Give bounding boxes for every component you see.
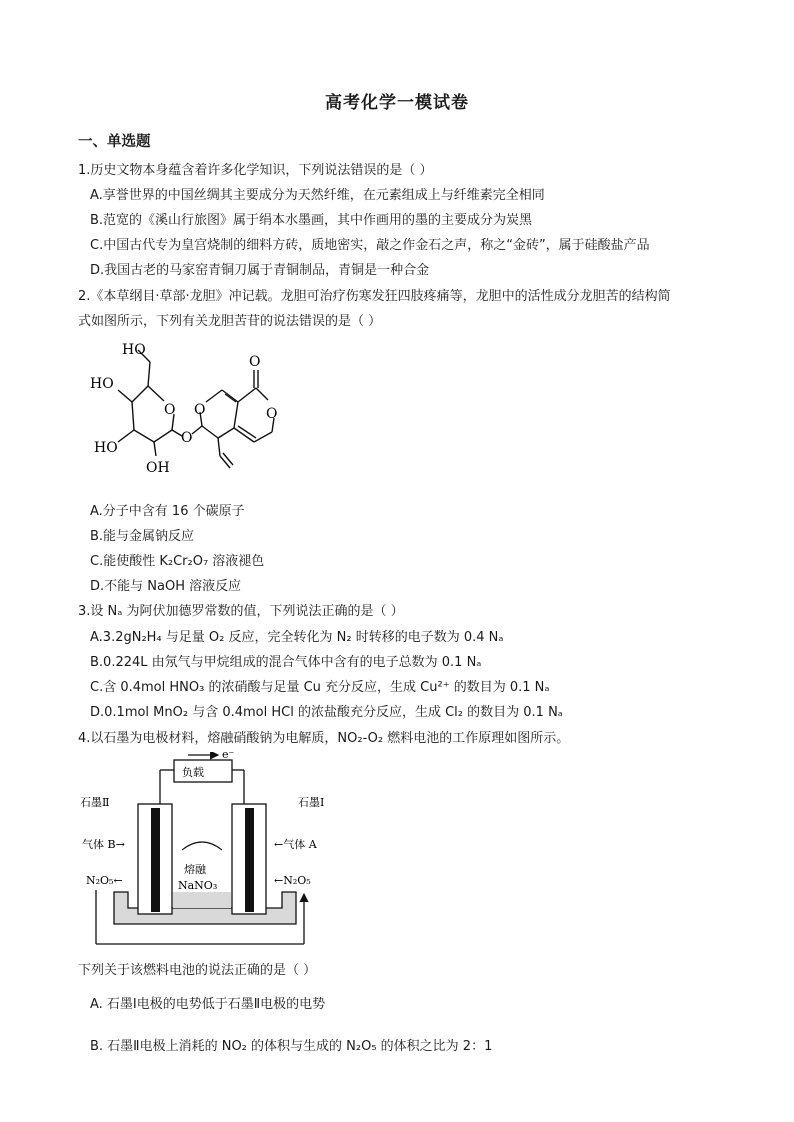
q1-option-c: C.中国古代专为皇宫烧制的细料方砖，质地密实，敲之作金石之声，称之“金砖”，属于硅酸盐产品 xyxy=(90,238,650,253)
mol-label-ho-1: HO xyxy=(122,342,146,358)
gentiopicroside-structure xyxy=(86,338,296,486)
q2-option-d: D.不能与 NaOH 溶液反应 xyxy=(90,579,242,594)
mol-label-oh: OH xyxy=(146,460,170,476)
q1-stem: 1.历史文物本身蕴含着许多化学知识，下列说法错误的是（ ） xyxy=(78,163,433,178)
q2-option-a: A.分子中含有 16 个碳原子 xyxy=(90,504,245,519)
mol-label-ho-2: HO xyxy=(90,376,114,392)
q4-option-a: A. 石墨Ⅰ电极的电势低于石墨Ⅱ电极的电势 xyxy=(90,997,326,1012)
graphite-1-rod xyxy=(245,808,254,912)
mol-label-o-carbonyl: O xyxy=(249,354,261,370)
q3-option-a: A.3.2gN₂H₄ 与足量 O₂ 反应，完全转化为 N₂ 时转移的电子数为 0.4 Nₐ xyxy=(90,630,504,645)
graphite-1-label: 石墨Ⅰ xyxy=(298,796,325,809)
n2o5-right-label: ←N₂O₅ xyxy=(274,874,311,887)
q3-stem: 3.设 Nₐ 为阿伏加德罗常数的值，下列说法正确的是（ ） xyxy=(78,604,404,619)
melt-label: 熔融 xyxy=(184,863,206,876)
gas-b-label: 气体 B→ xyxy=(82,838,125,851)
n2o5-left-label: N₂O₅← xyxy=(86,874,123,887)
mol-label-o-link: O xyxy=(181,430,193,446)
q2-option-b: B.能与金属钠反应 xyxy=(90,529,195,544)
mol-label-ho-3: HO xyxy=(94,440,118,456)
gas-a-label: ←气体 A xyxy=(274,838,317,851)
fuel-cell-diagram xyxy=(78,752,348,952)
q4-question: 下列关于该燃料电池的说法正确的是（ ） xyxy=(78,963,317,978)
mol-label-o-lactone: O xyxy=(266,406,278,422)
q3-option-b: B.0.224L 由氖气与甲烷组成的混合气体中含有的电子总数为 0.1 Nₐ xyxy=(90,655,482,670)
graphite-2-rod xyxy=(151,808,160,912)
q4-option-b: B. 石墨Ⅱ电极上消耗的 NO₂ 的体积与生成的 N₂O₅ 的体积之比为 2：1 xyxy=(90,1039,493,1054)
mol-label-o-pyran: O xyxy=(194,402,206,418)
electron-label: e⁻ xyxy=(222,752,235,761)
graphite-2-label: 石墨Ⅱ xyxy=(80,796,110,809)
nano3-label: NaNO₃ xyxy=(178,879,218,892)
q4-stem: 4.以石墨为电极材料，熔融硝酸钠为电解质，NO₂-O₂ 燃料电池的工作原理如图所示。 xyxy=(78,731,570,746)
q3-option-c: C.含 0.4mol HNO₃ 的浓硝酸与足量 Cu 充分反应，生成 Cu²⁺ 的数目为 0.1 Nₐ xyxy=(90,680,550,695)
q1-option-d: D.我国古老的马家窑青铜刀属于青铜制品，青铜是一种合金 xyxy=(90,263,430,278)
q1-option-a: A.享誉世界的中国丝绸其主要成分为天然纤维，在元素组成上与纤维素完全相同 xyxy=(90,188,545,203)
q2-option-c: C.能使酸性 K₂Cr₂O₇ 溶液褪色 xyxy=(90,554,265,569)
section-heading: 一、单选题 xyxy=(78,134,151,150)
page-title: 高考化学一模试卷 xyxy=(325,93,469,113)
q2-stem-line2: 式如图所示，下列有关龙胆苦苷的说法错误的是（ ） xyxy=(78,314,382,329)
mol-label-o-ring: O xyxy=(164,402,176,418)
q3-option-d: D.0.1mol MnO₂ 与含 0.4mol HCl 的浓盐酸充分反应，生成 Cl₂ 的数目为 0.1 Nₐ xyxy=(90,705,563,720)
load-label: 负载 xyxy=(182,766,204,779)
q2-stem-line1: 2.《本草纲目·草部·龙胆》冲记载。龙胆可治疗伤寒发狂四肢疼痛等，龙胆中的活性成分龙胆苦的结构简 xyxy=(78,289,671,304)
q1-option-b: B.范宽的《溪山行旅图》属于绢本水墨画，其中作画用的墨的主要成分为炭黑 xyxy=(90,213,533,228)
